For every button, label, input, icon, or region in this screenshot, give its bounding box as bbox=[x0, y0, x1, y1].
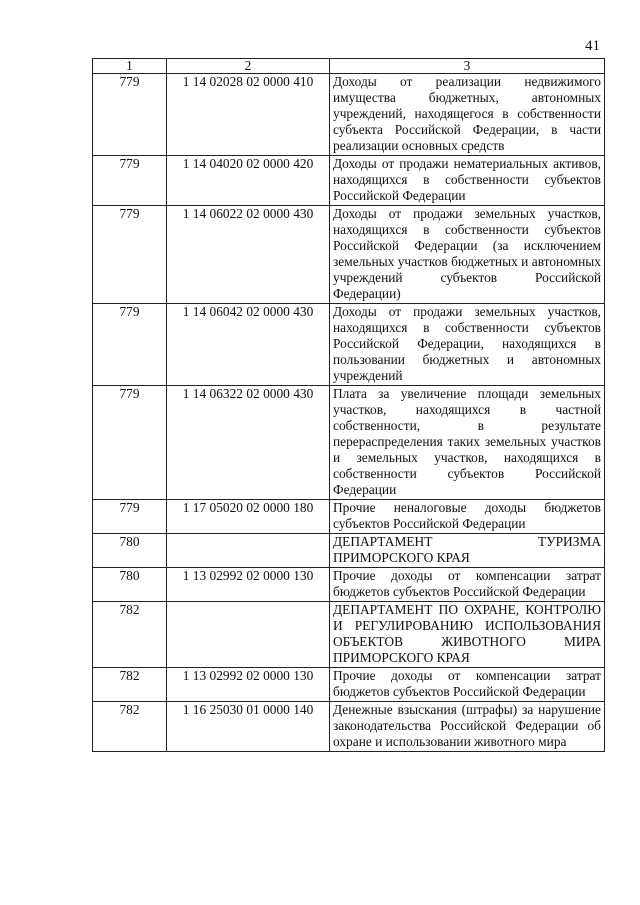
table-row bbox=[93, 156, 605, 206]
admin-code-cell: 779 bbox=[93, 206, 167, 304]
department-name-cell: ДЕПАРТАМЕНТ ПО ОХРАНЕ, КОНТРОЛЮ И РЕГУЛИРОВАНИЮ ИСПОЛЬЗОВАНИЯ ОБЪЕКТОВ ЖИВОТНОГО МИРА ПРИМОРСКОГО КРАЯ bbox=[330, 602, 605, 668]
page-number: 41 bbox=[585, 38, 600, 54]
revenue-name-cell: Денежные взыскания (штрафы) за нарушение законодательства Российской Федерации об охране и использовании животного мира bbox=[330, 702, 605, 752]
table-row bbox=[93, 500, 605, 534]
revenue-name-cell: Доходы от реализации недвижимого имущества бюджетных, автономных учреждений, находящегося в собственности субъекта Российской Федерации, в части реализации основных средств bbox=[330, 74, 605, 156]
department-name-cell: ДЕПАРТАМЕНТ ТУРИЗМА ПРИМОРСКОГО КРАЯ bbox=[330, 534, 605, 568]
revenue-name-cell: Прочие доходы от компенсации затрат бюджетов субъектов Российской Федерации bbox=[330, 568, 605, 602]
table-row bbox=[93, 206, 605, 304]
admin-code-cell: 782 bbox=[93, 602, 167, 668]
header-col-2: 2 bbox=[167, 59, 330, 74]
header-col-3: 3 bbox=[330, 59, 605, 74]
revenue-code-cell: 1 13 02992 02 0000 130 bbox=[167, 568, 330, 602]
admin-code-cell: 780 bbox=[93, 568, 167, 602]
table-row bbox=[93, 304, 605, 386]
admin-code-cell: 779 bbox=[93, 500, 167, 534]
revenue-code-cell: 1 13 02992 02 0000 130 bbox=[167, 668, 330, 702]
revenue-code-cell: 1 14 02028 02 0000 410 bbox=[167, 74, 330, 156]
table-header-row bbox=[93, 59, 605, 74]
admin-code-cell: 779 bbox=[93, 386, 167, 500]
revenue-code-cell: 1 14 06022 02 0000 430 bbox=[167, 206, 330, 304]
table-row-department bbox=[93, 534, 605, 568]
revenue-name-cell: Прочие доходы от компенсации затрат бюджетов субъектов Российской Федерации bbox=[330, 668, 605, 702]
revenue-code-cell: 1 14 06322 02 0000 430 bbox=[167, 386, 330, 500]
revenue-name-cell: Доходы от продажи нематериальных активов, находящихся в собственности субъектов Российской Федерации bbox=[330, 156, 605, 206]
admin-code-cell: 779 bbox=[93, 74, 167, 156]
admin-code-cell: 779 bbox=[93, 304, 167, 386]
revenue-name-cell: Доходы от продажи земельных участков, находящихся в собственности субъектов Российской Федерации (за исключением земельных участков бюджетных и автономных учреждений субъектов Российской Федерации) bbox=[330, 206, 605, 304]
table-row bbox=[93, 668, 605, 702]
table-row bbox=[93, 702, 605, 752]
table-row bbox=[93, 74, 605, 156]
table-row-department bbox=[93, 602, 605, 668]
admin-code-cell: 779 bbox=[93, 156, 167, 206]
table-row bbox=[93, 386, 605, 500]
table-row bbox=[93, 568, 605, 602]
admin-code-cell: 782 bbox=[93, 668, 167, 702]
admin-code-cell: 782 bbox=[93, 702, 167, 752]
revenue-code-cell bbox=[167, 602, 330, 668]
revenue-code-cell: 1 14 06042 02 0000 430 bbox=[167, 304, 330, 386]
revenue-name-cell: Плата за увеличение площади земельных участков, находящихся в частной собственности, в результате перераспределения таких земельных участков и земельных участков, находящихся в собственности субъектов Российской Федерации bbox=[330, 386, 605, 500]
revenue-code-cell: 1 17 05020 02 0000 180 bbox=[167, 500, 330, 534]
revenue-code-cell bbox=[167, 534, 330, 568]
revenue-code-cell: 1 14 04020 02 0000 420 bbox=[167, 156, 330, 206]
header-col-1: 1 bbox=[93, 59, 167, 74]
revenue-code-cell: 1 16 25030 01 0000 140 bbox=[167, 702, 330, 752]
admin-code-cell: 780 bbox=[93, 534, 167, 568]
revenue-name-cell: Прочие неналоговые доходы бюджетов субъектов Российской Федерации bbox=[330, 500, 605, 534]
budget-revenue-table bbox=[92, 58, 605, 752]
revenue-name-cell: Доходы от продажи земельных участков, находящихся в собственности субъектов Российской Федерации, находящихся в пользовании бюджетных и автономных учреждений bbox=[330, 304, 605, 386]
